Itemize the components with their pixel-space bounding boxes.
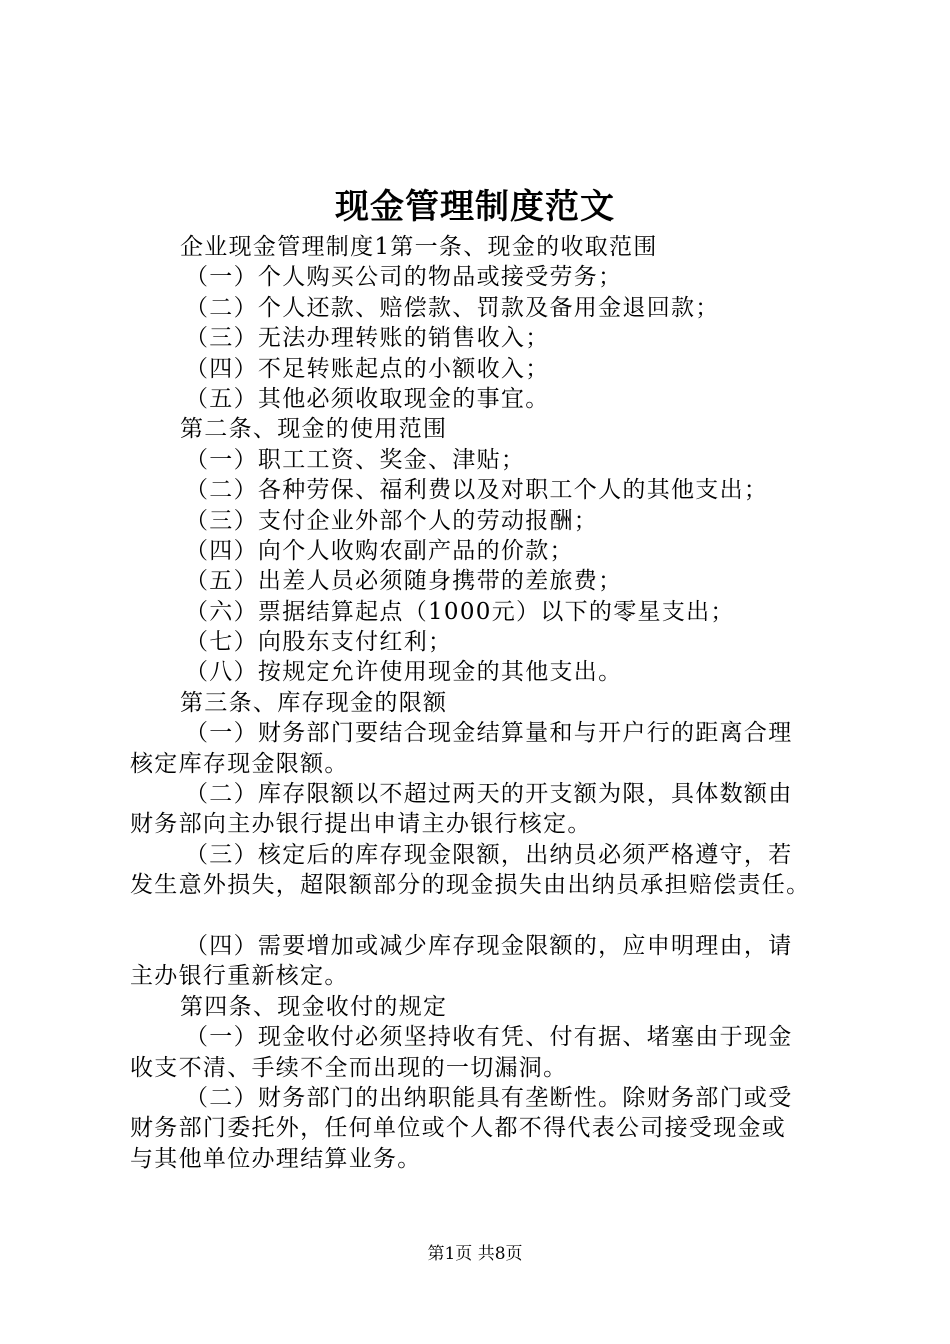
article-4-heading: 第四条、现金收付的规定 [180,993,448,1020]
paragraph-line: 收支不清、手续不全而出现的一切漏洞。 [130,1054,568,1081]
paragraph-line: 主办银行重新核定。 [130,963,349,990]
paragraph-line: 发生意外损失，超限额部分的现金损失由出纳员承担赔偿责任。 [130,872,811,899]
paragraph-line: 核定库存现金限额。 [130,750,349,777]
blank-line [130,901,846,931]
list-item: （二）各种劳保、福利费以及对职工个人的其他支出； [185,477,769,504]
paragraph-line: 财务部门委托外，任何单位或个人都不得代表公司接受现金或 [130,1115,787,1142]
list-item: （一）职工工资、奖金、津贴； [185,446,526,473]
document-body [130,232,846,1174]
list-item: （五）其他必须收取现金的事宜。 [185,385,550,412]
paragraph-line: （三）核定后的库存现金限额，出纳员必须严格遵守，若 [185,841,793,868]
document-title: 现金管理制度范文 [335,187,615,227]
list-item: （七）向股东支付红利； [185,629,453,656]
paragraph-line: （一）财务部门要结合现金结算量和与开户行的距离合理 [185,720,793,747]
article-3-heading: 第三条、库存现金的限额 [180,689,448,716]
list-item: （三）无法办理转账的销售收入； [185,325,550,352]
list-item: （一）个人购买公司的物品或接受劳务； [185,264,623,291]
list-item: （三）支付企业外部个人的劳动报酬； [185,507,599,534]
list-item: （六）票据结算起点（1000元）以下的零星支出； [185,598,735,625]
paragraph-line: （四）需要增加或减少库存现金限额的，应申明理由，请 [185,932,793,959]
list-item: （五）出差人员必须随身携带的差旅费； [185,568,623,595]
paragraph-line: 财务部向主办银行提出申请主办银行核定。 [130,811,592,838]
paragraph-line: （二）财务部门的出纳职能具有垄断性。除财务部门或受 [185,1084,793,1111]
article-2-heading: 第二条、现金的使用范围 [180,416,448,443]
list-item: （四）不足转账起点的小额收入； [185,355,550,382]
list-item: （八）按规定允许使用现金的其他支出。 [185,659,623,686]
paragraph-line: （一）现金收付必须坚持收有凭、付有据、堵塞由于现金 [185,1024,793,1051]
list-item: （二）个人还款、赔偿款、罚款及备用金退回款； [185,294,720,321]
page-number: 第1页 共8页 [427,1244,523,1264]
paragraph-line: 与其他单位办理结算业务。 [130,1145,422,1172]
paragraph-line: （二）库存限额以不超过两天的开支额为限，具体数额由 [185,781,793,808]
article-1-heading: 企业现金管理制度1第一条、现金的收取范围 [180,234,658,260]
list-item: （四）向个人收购农副产品的价款； [185,537,574,564]
